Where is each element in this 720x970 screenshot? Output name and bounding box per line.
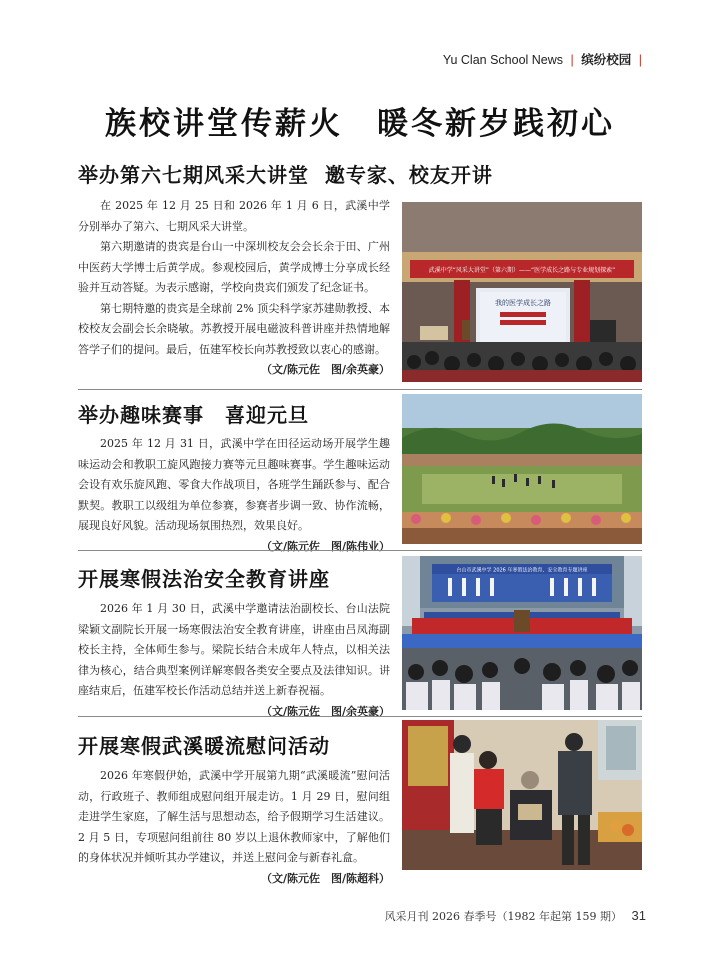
publication-name: Yu Clan School News bbox=[442, 53, 564, 67]
sports-field-photo bbox=[402, 394, 642, 544]
credit-line: （文/陈元佐 图/陈伟业） bbox=[260, 539, 390, 553]
section-title-lecture: 举办第六七期风采大讲堂 邀专家、校友开讲 bbox=[78, 163, 493, 187]
section-body-visits bbox=[78, 766, 390, 889]
legal-lecture-photo bbox=[402, 556, 642, 710]
issue-info: 风采月刊 2026 春季号（1982 年起第 159 期） bbox=[384, 910, 623, 923]
stage-banner-text: 武溪中学“风采大讲堂”（第六期）——“医学成长之路与专业规划探索” bbox=[428, 267, 616, 274]
header-separator: | bbox=[570, 53, 574, 67]
credit-line: （文/陈元佐 图/余英豪） bbox=[260, 704, 390, 718]
section-divider bbox=[78, 716, 642, 717]
credit-line: （文/陈元佐 图/余英豪） bbox=[260, 363, 390, 376]
paragraph: 2025 年 12 月 31 日，武溪中学在田径运动场开展学生趣味运动会和教职工旋风跑接力赛等元旦趣味赛事。学生趣味运动会设有欢乐旋风跑、零食大作战项目，各班学生踊跃参与、配合默契。教职工以级组为单位参赛，参赛者步调一致、协作流畅，展现良好风貌。活动现场氛围热烈，效果良好。 bbox=[78, 437, 390, 532]
section-divider bbox=[78, 550, 642, 551]
paragraph: 在 2025 年 12 月 25 日和 2026 年 1 月 6 日，武溪中学分别举办了第六、七期风采大讲堂。 bbox=[78, 199, 390, 233]
running-header bbox=[443, 50, 646, 68]
page-title: 族校讲堂传薪火 暖冬新岁践初心 bbox=[105, 106, 615, 142]
section-body-lecture bbox=[78, 196, 390, 381]
page-footer bbox=[385, 908, 646, 924]
paragraph: 2026 年 1 月 30 日，武溪中学邀请法治副校长、台山法院梁颖文副院长开展一场寒假法治安全教育讲座，讲座由吕凤海副校长主持，全体师生参与。梁院长结合未成年人特点，以相关法律为核心，结合典型案例详解寒假各类安全要点及法律知识。讲座结束后，伍建军校长作活动总结并送上新春祝福。 bbox=[78, 602, 390, 697]
home-visit-photo bbox=[402, 720, 642, 870]
section-divider bbox=[78, 389, 642, 390]
section-title-legal-lecture: 开展寒假法治安全教育讲座 bbox=[78, 567, 330, 591]
section-body-legal-lecture bbox=[78, 599, 390, 722]
credit-line: （文/陈元佐 图/陈超科） bbox=[260, 871, 390, 885]
screen-slide-text: 我的医学成长之路 bbox=[495, 299, 551, 307]
header-separator-end: | bbox=[638, 53, 642, 67]
lecture-photo bbox=[402, 202, 642, 382]
section-title-games: 举办趣味赛事 喜迎元旦 bbox=[78, 403, 309, 427]
section-body-games bbox=[78, 434, 390, 557]
paragraph: 第七期特邀的贵宾是全球前 2% 顶尖科学家苏建勋教授、本校校友会副会长余晓敏。苏教授开展电磁波科普讲座并热情地解答学子们的提问。最后，伍建军校长向苏教授致以衷心的感谢。 bbox=[78, 301, 390, 356]
column-name: 缤纷校园 bbox=[581, 53, 632, 67]
page-number: 31 bbox=[631, 908, 646, 923]
paragraph: 2026 年寒假伊始，武溪中学开展第九期“武溪暖流”慰问活动，行政班子、教师组成慰问组开展走访。1 月 29 日，慰问组走进学生家庭，了解生活与思想动态，给予假期学习生活建议。2 月 5 日，专项慰问组前往 80 岁以上退休教师家中，了解他们的身体状况并倾听其办学建议，并送上慰问金与新春礼盒。 bbox=[78, 769, 390, 864]
section-title-visits: 开展寒假武溪暖流慰问活动 bbox=[78, 734, 330, 758]
banner-text: 台山市武溪中学 2026 年寒假法治教育、安全教育专题讲座 bbox=[456, 567, 588, 574]
paragraph: 第六期邀请的贵宾是台山一中深圳校友会会长余于田、广州中医药大学博士后黄学成。参观校园后，黄学成博士分享成长经验并互动答疑。为表示感谢，学校向贵宾们颁发了纪念证书。 bbox=[78, 240, 390, 294]
